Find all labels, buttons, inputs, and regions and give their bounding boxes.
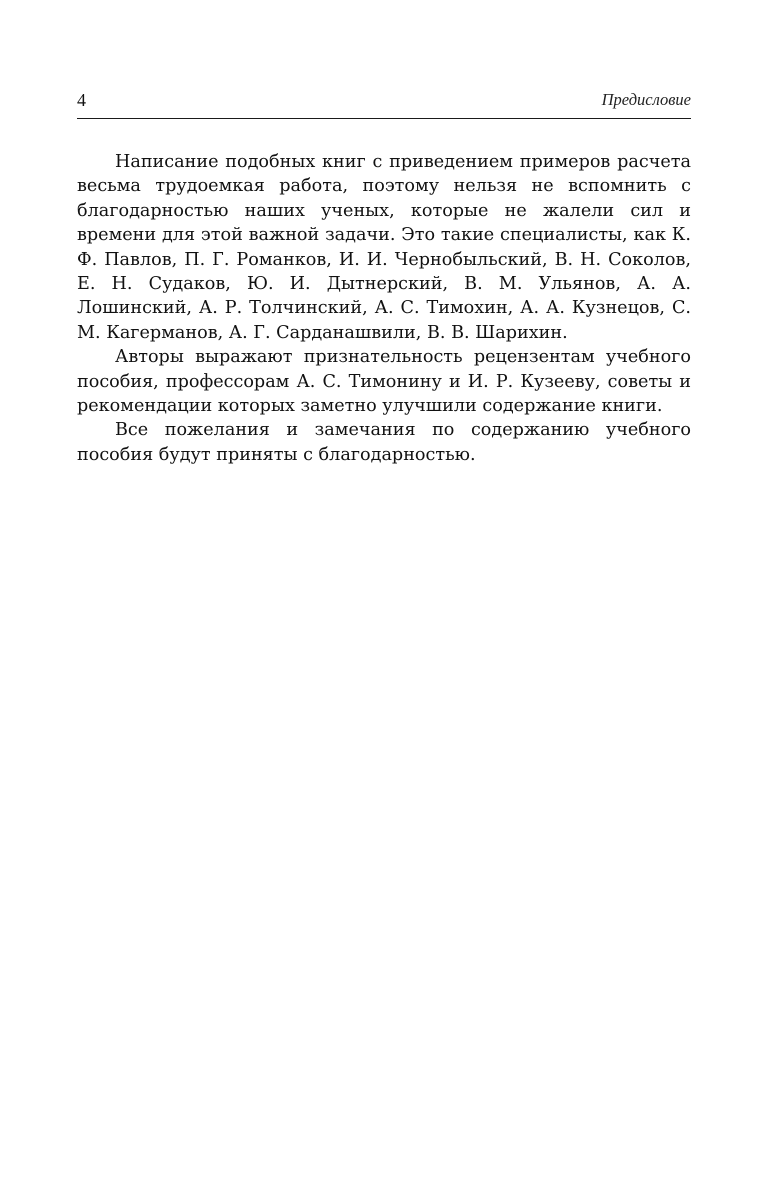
paragraph-acknowledgments: Написание подобных книг с приведением примеров расчета весьма трудоемкая работа, поэтому нельзя не вспомнить с благодарностью наших ученых, которые не жалели сил и времени для этой важной задачи. Это такие специалисты, как К. Ф. Павлов, П. Г. Романков, И. И. Чернобыльский, В. Н. Соколов, Е. Н. Судаков, Ю. И. Дытнерский, В. М. Ульянов, А. А. Лошинский, А. Р. Толчинский, А. С. Тимохин, А. А. Кузнецов, С. М. Кагерманов, А. Г. Сарданашвили, В. В. Шарихин. bbox=[77, 152, 691, 343]
page-number: 4 bbox=[77, 90, 86, 110]
body-text bbox=[77, 150, 691, 467]
paragraph-reviewers: Авторы выражают признательность рецензентам учебного пособия, профессорам А. С. Тимонину и И. Р. Кузееву, советы и рекомендации которых заметно улучшили содержание книги. bbox=[77, 347, 691, 417]
section-title: Предисловие bbox=[601, 90, 691, 109]
paragraph-feedback: Все пожелания и замечания по содержанию учебного пособия будут приняты с благодарностью. bbox=[77, 420, 691, 465]
running-header bbox=[77, 88, 691, 119]
